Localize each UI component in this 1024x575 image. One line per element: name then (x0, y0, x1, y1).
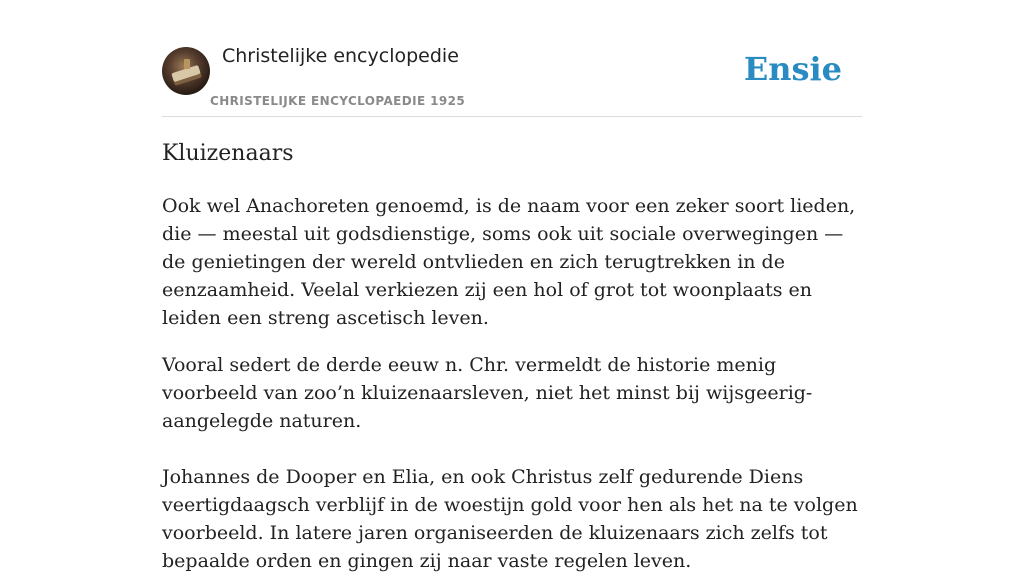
source-avatar[interactable] (162, 47, 210, 95)
article-paragraph: Vooral sedert de derde eeuw n. Chr. vermeldt de historie menig voorbeeld van zoo’n kluizenaarsleven, niet het minst bij wijsgeerig-aangelegde naturen. Johannes de Dooper en Elia, en ook Christus zelf gedurende Diens veertigdaagsch verblijf in de woestijn gold voor hen als het na te volgen voorbeeld. In latere jaren organiseerden de kluizenaars zich zelfs tot bepaalde orden en gingen zij naar vaste regelen leven. (162, 354, 858, 572)
article-title: Kluizenaars (162, 141, 294, 166)
article-paragraph: Ook wel Anachoreten genoemd, is de naam voor een zeker soort lieden, die — meestal uit godsdienstige, soms ook uit sociale overwegingen — de genietingen der wereld ontvlieden en zich terugtrekken in de eenzaamheid. Veelal verkiezen zij een hol of grot tot woonplaats en leiden een streng ascetisch leven. (162, 195, 856, 329)
article-content (162, 138, 864, 575)
site-header (162, 0, 862, 117)
site-name-link[interactable]: Christelijke encyclopedie (222, 45, 459, 67)
source-name-link[interactable]: CHRISTELIJKE ENCYCLOPAEDIE 1925 (210, 94, 466, 108)
ensie-logo[interactable]: Ensie (743, 50, 842, 88)
